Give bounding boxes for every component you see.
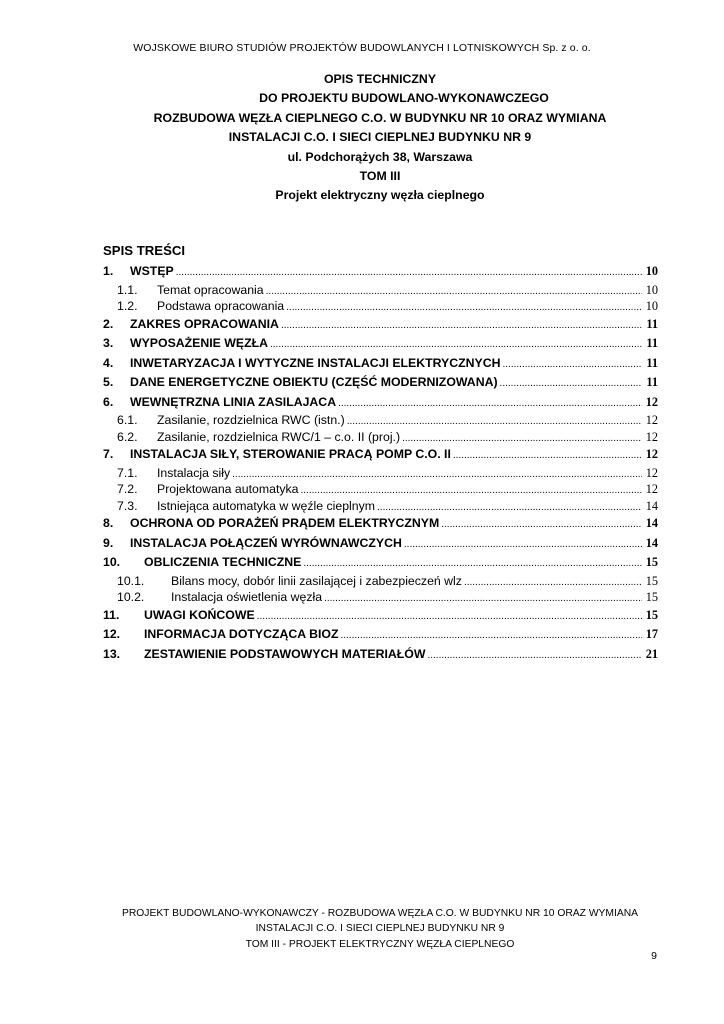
toc-entry-number: 6. [103,394,114,409]
toc-entry-page: 11 [646,355,658,370]
toc-entry-title: WYPOSAŻENIE WĘZŁA [130,336,268,350]
toc-dot-leader [176,263,642,283]
title-line: Projekt elektryczny węzła cieplnego [275,188,485,203]
toc-entry-number: 9. [103,535,114,550]
toc-entry-page: 15 [645,555,658,569]
toc-entry-page: 11 [646,336,658,350]
toc-entry-title: Istniejąca automatyka w węźle cieplnym [157,498,376,513]
toc-entry-number: 6.1. [117,413,138,427]
toc-entry-number: 5. [103,375,114,389]
toc-entry-title: WSTĘP [130,264,174,278]
toc-entry-page: 10 [645,282,658,297]
title-line: ul. Podchorążych 38, Warszawa [287,149,473,164]
toc-dot-leader [338,394,642,414]
toc-entry-title: Zasilanie, rozdzielnica RWC/1 – c.o. II (proj.) [157,429,401,444]
toc-entry-page: 12 [645,429,658,444]
toc-subsection-link[interactable] [103,282,658,299]
toc-section-link[interactable] [103,514,658,534]
footer-line: TOM III - PROJEKT ELEKTRYCZNY WĘZŁA CIEPLNEGO [245,938,515,950]
toc-section-link[interactable] [103,645,658,665]
toc-entry-number: 1.1. [117,282,138,297]
toc-entry-title: INFORMACJA DOTYCZĄCA BIOZ [144,627,339,641]
title-line: TOM III [359,169,401,184]
toc-entry-title: Bilans mocy, dobór linii zasilającej i zabezpieczeń wlz [171,573,462,588]
toc-entry-title: Podstawa opracowania [157,299,285,313]
page-footer [0,906,724,952]
toc-section-link[interactable] [103,262,658,282]
toc-entry-page: 15 [645,573,658,588]
toc-entry-number: 7.3. [117,498,138,513]
toc-dot-leader [500,374,642,394]
toc-entry-page: 14 [645,516,658,530]
toc-entry-title: OBLICZENIA TECHNICZNE [144,555,302,569]
toc-section-link[interactable] [103,373,658,393]
toc-subsection-link[interactable] [103,481,658,498]
toc-dot-leader [324,591,642,608]
footer-line: INSTALACJI C.O. I SIECI CIEPLNEJ BUDYNKU NR 9 [255,923,505,935]
toc-entry-title: ZESTAWIENIE PODSTAWOWYCH MATERIAŁÓW [144,646,426,661]
toc-entry-number: 12. [103,627,121,641]
toc-entry-title: DANE ENERGETYCZNE OBIEKTU (CZĘŚĆ MODERNIZOWANA) [130,375,498,389]
toc-dot-leader [441,515,642,535]
title-line: OPIS TECHNICZNY [323,72,437,86]
page-header: WOJSKOWE BIURO STUDIÓW PROJEKTÓW BUDOWLANYCH I LOTNISKOWYCH Sp. z o. o. [133,42,591,54]
toc-subsection-link[interactable] [103,465,658,482]
table-of-contents [103,240,658,664]
toc-entry-title: Projektowana automatyka [157,482,299,496]
toc-dot-leader [427,646,642,666]
toc-section-link[interactable] [103,393,658,413]
toc-entry-title: Temat opracowania [157,282,264,297]
toc-section-link[interactable] [103,445,658,465]
toc-entries [103,262,658,664]
toc-entry-page: 21 [645,646,658,661]
toc-dot-leader [503,355,643,375]
toc-entry-number: 1. [103,264,114,278]
toc-entry-number: 7.1. [117,465,138,480]
toc-entry-number: 1.2. [117,299,138,313]
toc-entry-page: 15 [645,590,658,604]
toc-entry-title: Instalacja siły [157,465,231,480]
toc-entry-title: WEWNĘTRZNA LINIA ZASILAJACA [130,394,337,409]
toc-entry-page: 17 [645,627,658,641]
toc-entry-title: INWETARYZACJA I WYTYCZNE INSTALACJI ELEKTRYCZNYCH [130,355,501,370]
toc-entry-title: Zasilanie, rozdzielnica RWC (istn.) [157,413,345,427]
toc-entry-number: 13. [103,646,121,661]
toc-entry-number: 6.2. [117,429,138,444]
toc-entry-page: 12 [645,413,658,427]
toc-subsection-link[interactable] [103,429,658,446]
footer-line: PROJEKT BUDOWLANO-WYKONAWCZY - ROZBUDOWA WĘZŁA C.O. W BUDYNKU NR 10 ORAZ WYMIANA [121,908,639,919]
toc-dot-leader [270,335,642,355]
toc-subsection-link[interactable] [103,412,658,429]
toc-entry-page: 12 [645,465,658,480]
toc-entry-number: 2. [103,316,114,331]
toc-subsection-link[interactable] [103,589,658,606]
toc-section-link[interactable] [103,334,658,354]
toc-dot-leader [453,446,642,466]
toc-dot-leader [404,535,642,555]
toc-entry-page: 15 [645,607,658,622]
toc-entry-page: 10 [645,264,658,278]
toc-entry-page: 12 [645,447,658,461]
toc-subsection-link[interactable] [103,573,658,590]
toc-entry-number: 7.2. [117,482,138,496]
toc-entry-title: INSTALACJA POŁĄCZEŃ WYRÓWNAWCZYCH [130,535,402,550]
toc-section-link[interactable] [103,315,658,335]
toc-entry-title: UWAGI KOŃCOWE [144,607,255,622]
toc-dot-leader [303,554,642,574]
toc-section-link[interactable] [103,534,658,554]
toc-dot-leader [286,300,642,317]
toc-entry-number: 11. [103,607,120,622]
toc-section-link[interactable] [103,606,658,626]
toc-section-link[interactable] [103,354,658,374]
toc-entry-page: 11 [646,375,658,389]
toc-entry-page: 12 [645,394,658,409]
title-line: DO PROJEKTU BUDOWLANO-WYKONAWCZEGO [259,91,549,106]
toc-subsection-link[interactable] [103,498,658,515]
document-title [60,70,700,206]
toc-dot-leader [464,575,642,592]
toc-entry-page: 11 [646,316,658,331]
toc-entry-title: ZAKRES OPRACOWANIA [130,316,279,331]
toc-heading: SPIS TREŚCI [103,243,186,258]
toc-entry-number: 4. [103,355,114,370]
title-line: INSTALACJI C.O. I SIECI CIEPLNEJ BUDYNKU NR 9 [228,130,532,145]
toc-subsection-link[interactable] [103,298,658,315]
toc-entry-title: Instalacja oświetlenia węzła [171,590,323,604]
toc-entry-number: 10. [103,555,121,569]
toc-entry-number: 10.2. [117,590,145,604]
toc-entry-number: 8. [103,516,114,530]
toc-dot-leader [340,626,642,646]
toc-entry-page: 10 [645,299,658,313]
toc-entry-number: 3. [103,336,114,350]
page-number: 9 [651,950,657,962]
toc-dot-leader [281,316,642,336]
title-line: ROZBUDOWA WĘZŁA CIEPLNEGO C.O. W BUDYNKU NR 10 ORAZ WYMIANA [153,110,607,125]
toc-section-link[interactable] [103,625,658,645]
toc-entry-page: 14 [645,498,658,513]
toc-entry-page: 14 [645,535,658,550]
toc-entry-title: INSTALACJA SIŁY, STEROWANIE PRACĄ POMP C.O. II [130,447,451,461]
toc-entry-page: 12 [645,482,658,496]
toc-section-link[interactable] [103,553,658,573]
toc-dot-leader [257,607,642,627]
toc-entry-title: OCHRONA OD PORAŻEŃ PRĄDEM ELEKTRYCZNYM [130,516,440,530]
toc-entry-number: 7. [103,447,114,461]
toc-entry-number: 10.1. [117,573,145,588]
toc-dot-leader [266,284,642,301]
